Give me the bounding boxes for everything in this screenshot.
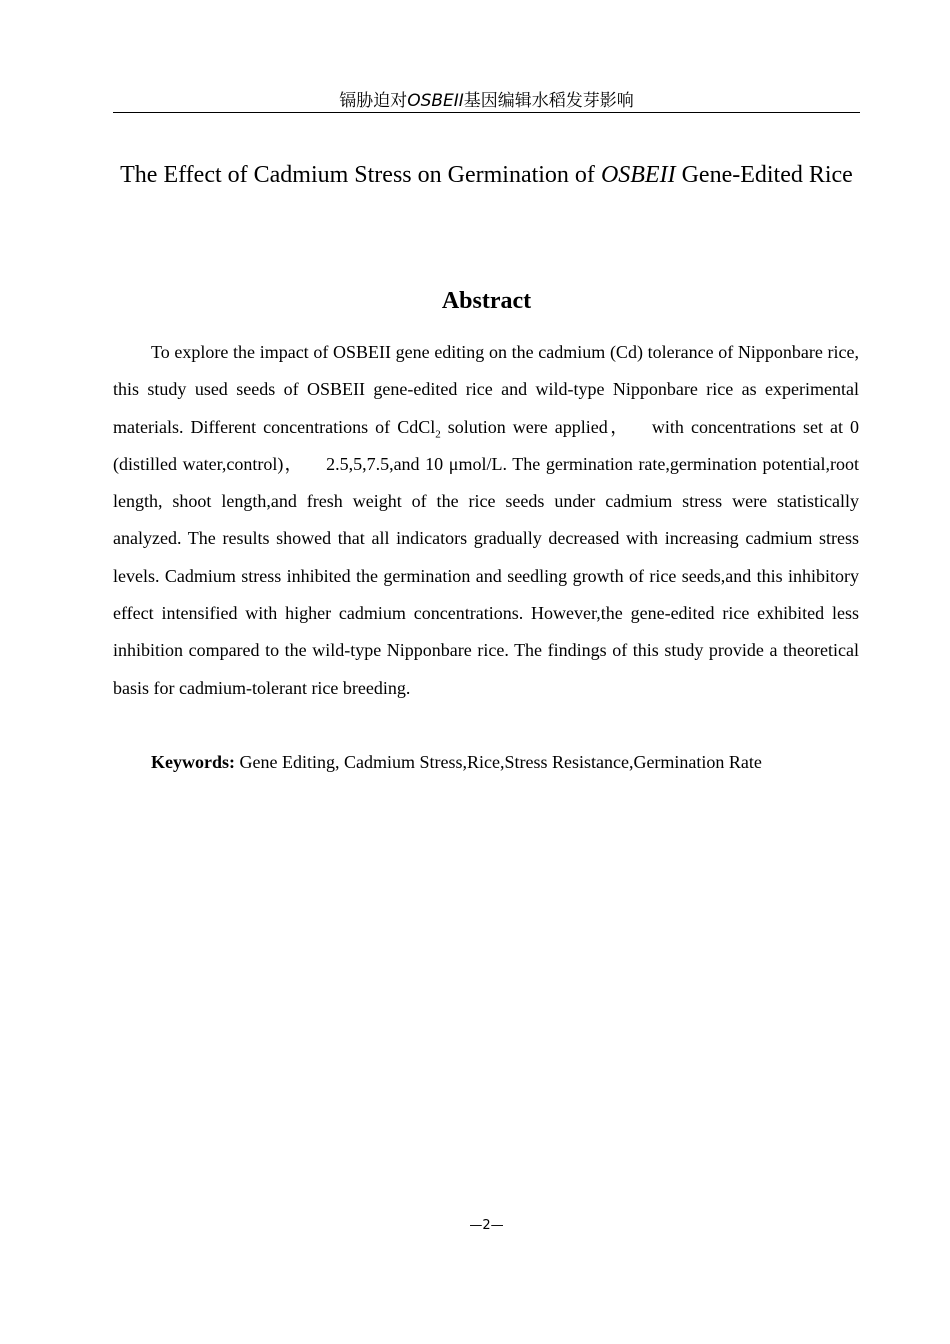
- running-header: [113, 90, 860, 113]
- title-part1: The Effect of Cadmium Stress on Germination of: [120, 162, 601, 188]
- abstract-heading: Abstract: [441, 288, 532, 314]
- document-title: [100, 138, 873, 212]
- header-suffix: 基因编辑水稻发芽影响: [463, 91, 634, 111]
- keywords: [113, 745, 859, 779]
- header-prefix: 镉胁迫对: [339, 91, 408, 111]
- abstract-body: [113, 334, 859, 707]
- keywords-text: Gene Editing, Cadmium Stress,Rice,Stress Resistance,Germination Rate: [235, 752, 762, 772]
- abstract-text-part1: To explore the impact of OSBEII gene editing on the cadmium (Cd) tolerance of Nipponbare rice, this study used seeds of OSBEII gene-edited rice and wild-type Nipponbare rice as experimental materials. Different concentrations of CdCl: [113, 342, 859, 437]
- title-gene: OSBEII: [600, 162, 676, 188]
- page-number: —2—: [469, 1218, 504, 1233]
- abstract-text-part2: solution were applied， with concentrations set at 0 (distilled water,control)， 2.5,5,7.5,and 10 μmol/L. The germination rate,germination potential,root length, shoot length,and fresh weight of the rice seeds under cadmium stress were statistically analyzed. The results showed that all indicators gradually decreased with increasing cadmium stress levels. Cadmium stress inhibited the germination and seedling growth of rice seeds,and this inhibitory effect intensified with higher cadmium concentrations. However,the gene-edited rice exhibited less inhibition compared to the wild-type Nipponbare rice. The findings of this study provide a theoretical basis for cadmium-tolerant rice breeding.: [113, 416, 859, 698]
- header-gene: OSBEII: [407, 91, 464, 111]
- keywords-label: Keywords:: [151, 752, 235, 772]
- title-part2: Gene-Edited Rice: [675, 162, 853, 188]
- abstract-subscript: 2: [435, 428, 441, 441]
